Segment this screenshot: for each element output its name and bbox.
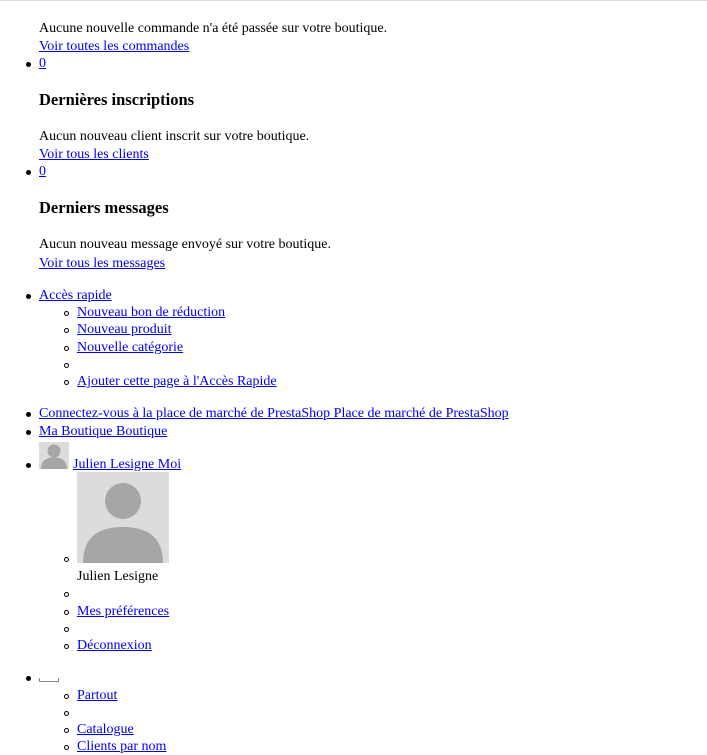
list-bullet: [26, 463, 31, 468]
avatar-icon[interactable]: [39, 442, 69, 469]
list-circle: [64, 644, 69, 649]
list-circle: [64, 711, 69, 716]
list-circle: [64, 363, 69, 368]
list-bullet: [26, 430, 31, 435]
list-circle: [64, 627, 69, 632]
list-bullet: [26, 676, 31, 681]
my-preferences-link[interactable]: Mes préférences: [77, 604, 170, 619]
messages-heading: Derniers messages: [39, 198, 169, 217]
new-customers-count-link[interactable]: 0: [39, 56, 46, 71]
list-circle: [64, 557, 69, 562]
quick-access-link[interactable]: Accès rapide: [39, 288, 112, 303]
new-messages-count-link[interactable]: 0: [39, 164, 46, 179]
logout-link[interactable]: Déconnexion: [77, 638, 152, 653]
registrations-empty-message: Aucun nouveau client inscrit sur votre boutique.: [39, 129, 310, 144]
list-bullet: [26, 412, 31, 417]
add-page-to-quick-access-link[interactable]: Ajouter cette page à l'Accès Rapide: [77, 374, 277, 389]
top-border: [0, 0, 707, 1]
quick-access-item-new-category[interactable]: Nouvelle catégorie: [77, 340, 184, 355]
list-circle: [64, 380, 69, 385]
employee-menu-link[interactable]: Julien Lesigne Moi: [73, 457, 182, 472]
view-all-messages-link[interactable]: Voir tous les messages: [39, 256, 166, 271]
list-bullet: [26, 62, 31, 67]
employee-name: Julien Lesigne: [77, 569, 159, 584]
marketplace-link[interactable]: Connectez-vous à la place de marché de PrestaShop Place de marché de PrestaShop: [39, 406, 509, 421]
list-circle: [64, 311, 69, 316]
search-scope-everywhere[interactable]: Partout: [77, 688, 118, 703]
list-circle: [64, 592, 69, 597]
view-all-customers-link[interactable]: Voir tous les clients: [39, 147, 149, 162]
messages-empty-message: Aucun nouveau message envoyé sur votre boutique.: [39, 237, 331, 252]
my-shop-link[interactable]: Ma Boutique Boutique: [39, 424, 168, 439]
quick-access-item-new-voucher[interactable]: Nouveau bon de réduction: [77, 305, 226, 320]
search-scope-customers-by-name[interactable]: Clients par nom: [77, 739, 167, 754]
registrations-heading: Dernières inscriptions: [39, 90, 195, 109]
search-scope-catalog[interactable]: Catalogue: [77, 722, 134, 737]
view-all-orders-link[interactable]: Voir toutes les commandes: [39, 39, 190, 54]
list-circle: [64, 728, 69, 733]
quick-access-item-new-product[interactable]: Nouveau produit: [77, 322, 172, 337]
orders-empty-message: Aucune nouvelle commande n'a été passée sur votre boutique.: [39, 21, 388, 36]
list-circle: [64, 346, 69, 351]
list-circle: [64, 694, 69, 699]
list-circle: [64, 745, 69, 750]
list-circle: [64, 610, 69, 615]
list-bullet: [26, 294, 31, 299]
list-circle: [64, 328, 69, 333]
list-bullet: [26, 170, 31, 175]
profile-picture-icon: [77, 472, 169, 563]
search-scope-toggle[interactable]: [39, 678, 59, 682]
